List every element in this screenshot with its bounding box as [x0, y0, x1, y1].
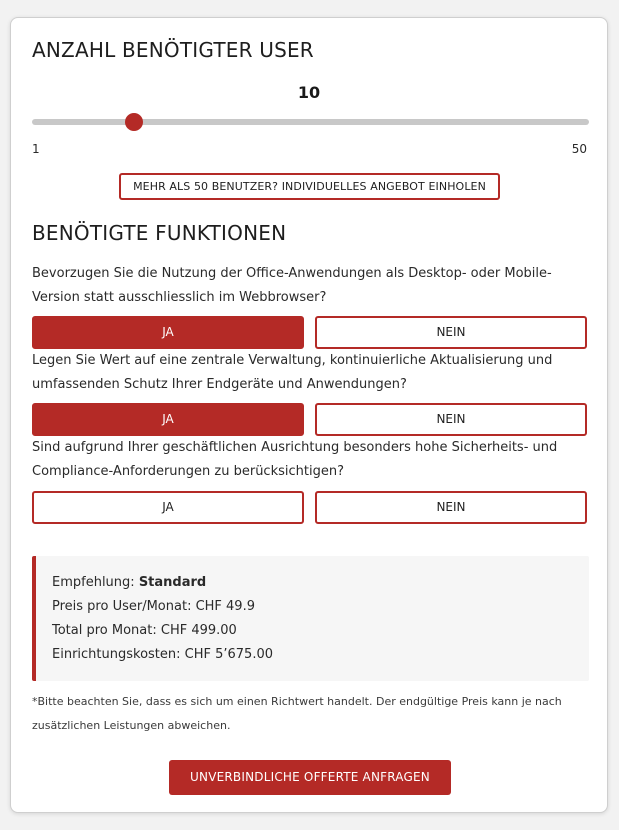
setup-costs: Einrichtungskosten: CHF 5’675.00 — [52, 647, 273, 662]
question-central-management-yes-button[interactable]: JA — [32, 403, 304, 436]
slider-min-label: 1 — [32, 142, 40, 156]
question-central-management-no-button[interactable]: NEIN — [315, 403, 587, 436]
question-central-management: Legen Sie Wert auf eine zentrale Verwaltung, kontinuierliche Aktualisierung und umfassenden Schutz Ihrer Endgeräte und Anwendungen? — [32, 353, 553, 392]
user-count-slider-thumb[interactable] — [125, 113, 143, 131]
question-desktop-apps-no-button[interactable]: NEIN — [315, 316, 587, 349]
user-count-slider-track[interactable] — [32, 119, 589, 125]
individual-offer-button[interactable]: MEHR ALS 50 BENUTZER? INDIVIDUELLES ANGEBOT EINHOLEN — [119, 173, 500, 200]
question-desktop-apps: Bevorzugen Sie die Nutzung der Office-Anwendungen als Desktop- oder Mobile-Version statt ausschliesslich im Webbrowser? — [32, 266, 552, 305]
question-compliance-no-button[interactable]: NEIN — [315, 491, 587, 524]
functions-section-title: BENÖTIGTE FUNKTIONEN — [32, 221, 287, 245]
recommendation-label: Empfehlung: — [52, 575, 139, 590]
recommendation-value: Standard — [138, 575, 207, 590]
question-desktop-apps-yes-button[interactable]: JA — [32, 316, 304, 349]
question-compliance: Sind aufgrund Ihrer geschäftlichen Ausrichtung besonders hohe Sicherheits- und Compliance-Anforderungen zu berücksichtigen? — [32, 440, 558, 479]
pricing-calculator-card — [10, 17, 608, 813]
users-section-title: ANZAHL BENÖTIGTER USER — [32, 38, 314, 62]
price-per-user: Preis pro User/Monat: CHF 49.9 — [52, 599, 255, 614]
recommendation-line — [52, 571, 589, 595]
slider-max-label: 50 — [571, 142, 587, 156]
recommendation-box — [32, 556, 589, 681]
total-per-month: Total pro Monat: CHF 499.00 — [52, 623, 237, 638]
slider-value: 10 — [297, 83, 321, 102]
question-compliance-yes-button[interactable]: JA — [32, 491, 304, 524]
request-offer-button[interactable]: UNVERBINDLICHE OFFERTE ANFRAGEN — [169, 760, 451, 795]
disclaimer-note: *Bitte beachten Sie, dass es sich um einen Richtwert handelt. Der endgültige Preis kann je nach zusätzlichen Leistungen abweichen. — [32, 695, 562, 732]
